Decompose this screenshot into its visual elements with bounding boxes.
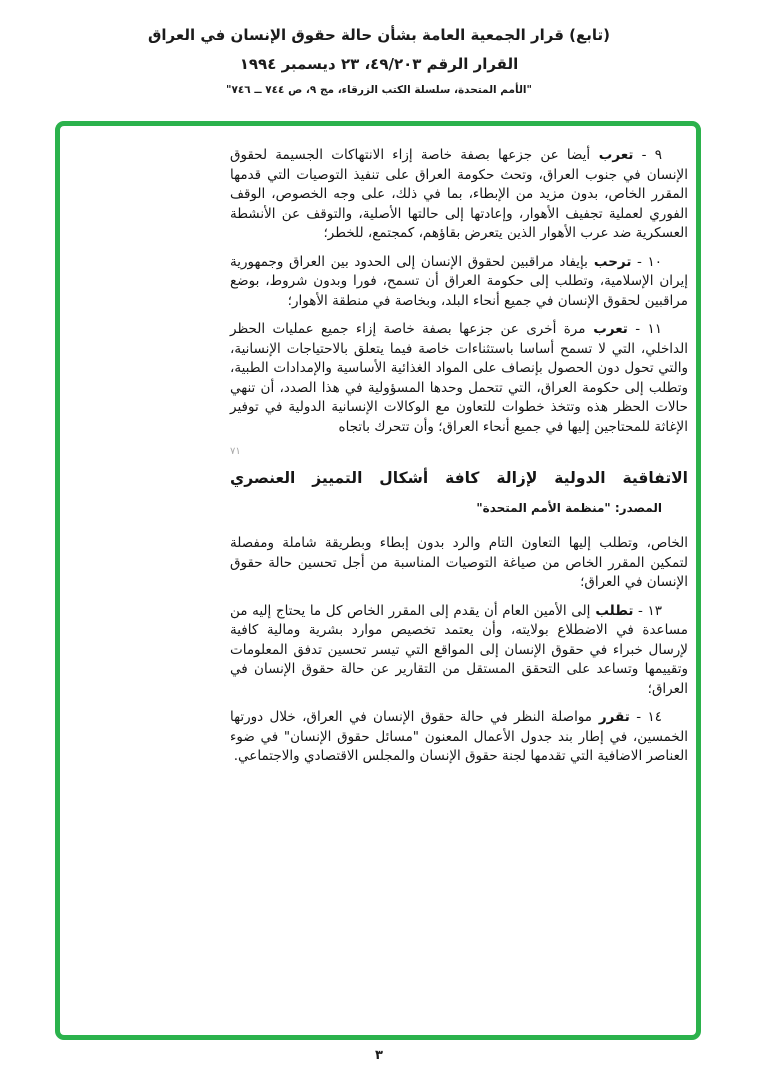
- page-number: ٣: [375, 1048, 383, 1063]
- paragraph-13-number: ١٣ -: [633, 602, 662, 619]
- paragraph-9: [230, 146, 688, 244]
- content-frame: [55, 121, 701, 1040]
- paragraph-14: [230, 708, 688, 767]
- paragraph-11-number: ١١ -: [627, 321, 663, 337]
- document-body: [230, 146, 688, 776]
- header-citation: "الأمم المتحدة، سلسلة الكتب الزرقاء، مج ٩، ص ٧٤٤ ــ ٧٤٦": [226, 84, 532, 96]
- section-heading: الاتفاقية الدولية لإزالة كافة أشكال التمييز العنصري: [230, 469, 688, 487]
- paragraph-10-verb: ترحب: [587, 253, 632, 270]
- paragraph-9-number: ٩ -: [633, 147, 662, 163]
- paragraph-13: [230, 602, 688, 700]
- paragraph-13-text: إلى الأمين العام أن يقدم إلى المقرر الخاص كل ما يحتاج إليه من مساعدة في الاضطلاع بولايته، وأن يعتمد تخصيص موارد بشرية ومالية كافية لإرسال خبراء في حقوق الإنسان إلى المواقع التي تيسر تحسين تدفق المعلومات وتقييمها وتساعد على التحقق المستقل من التقارير عن حالة حقوق الإنسان في العراق؛: [230, 602, 688, 697]
- paragraph-9-verb: تعرب: [590, 147, 634, 163]
- source-line: [230, 499, 688, 519]
- paragraph-9-text: أيضا عن جزعها بصفة خاصة إزاء الانتهاكات الجسيمة لحقوق الإنسان في جنوب العراق، وتحث حكومة العراق على تنفيذ التوصيات التي قدمها المقرر الخاص، بدون مزيد من الإبطاء، بما في ذلك، على وجه الخصوص، الوقف الفوري لعملية تجفيف الأهوار، وإعادتها إلى حالتها الأصلية، والتوقف عن الأنشطة العسكرية ضد عرب الأهوار الذين يتعرض بقاؤهم، كمجتمع، للخطر؛: [230, 147, 688, 241]
- paragraph-11: [230, 320, 688, 437]
- source-label: المصدر:: [610, 500, 662, 515]
- header-resolution-line: القرار الرقم ٤٩/٢٠٣، ٢٣ ديسمبر ١٩٩٤: [239, 55, 519, 73]
- paragraph-10-text: بإيفاد مراقبين لحقوق الإنسان إلى الحدود بين العراق وجمهورية إيران الإسلامية، وتطلب إلى حكومة العراق أن تسمح، فورا وبدون شروط، بوضع مراقبين لحقوق الإنسان في جميع أنحاء البلد، وبخاصة في منطقة الأهوار؛: [230, 253, 688, 309]
- document-header: [0, 26, 758, 96]
- paragraph-12-continuation: [230, 534, 688, 593]
- paragraph-14-text: مواصلة النظر في حالة حقوق الإنسان في العراق، خلال دورتها الخمسين، في إطار بند جدول الأعمال المعنون "مسائل حقوق الإنسان" في ضوء العناصر الاضافية التي تقدمها لجنة حقوق الإنسان والمجلس الاقتصادي والاجتماعي.: [230, 709, 688, 764]
- paragraph-11-text: مرة أخرى عن جزعها بصفة خاصة إزاء جميع عمليات الحظر الداخلي، التي لا تسمح أساسا باستثناءات خاصة فيما يتعلق بالاحتياجات الإنسانية، والتي تحول دون الحصول بإنصاف على المواد الغذائية الأساسية والإمدادات الطبية، وتطلب إلى حكومة العراق، التي تتحمل وحدها المسؤولية في هذا الصدد، أن تنهي حالات الحظر هذه وتتخذ خطوات للتعاون مع الوكالات الإنسانية الدولية في توفير الإغاثة للمحتاجين إليها في جميع أنحاء العراق؛ وأن تتحرك باتجاه: [230, 321, 688, 435]
- paragraph-14-verb: تقرر: [592, 709, 630, 725]
- source-value: "منظمة الأمم المتحدة": [476, 500, 611, 515]
- paragraph-12-text: الخاص، وتطلب إليها التعاون التام والرد بدون إبطاء وبطريقة شاملة ومفصلة لتمكين المقرر الخاص من صياغة التوصيات المناسبة من أجل تحسين حالة حقوق الإنسان في العراق؛: [230, 535, 688, 590]
- paragraph-11-verb: تعرب: [585, 321, 628, 337]
- paragraph-10-number: ١٠ -: [631, 253, 662, 270]
- paragraph-13-verb: تطلب: [590, 602, 634, 619]
- paragraph-14-number: ١٤ -: [629, 709, 662, 725]
- cropped-text-remnant: ٧١: [230, 446, 241, 457]
- header-title: (تابع) قرار الجمعية العامة بشأن حالة حقوق الإنسان في العراق: [147, 26, 611, 44]
- paragraph-10: [230, 253, 688, 312]
